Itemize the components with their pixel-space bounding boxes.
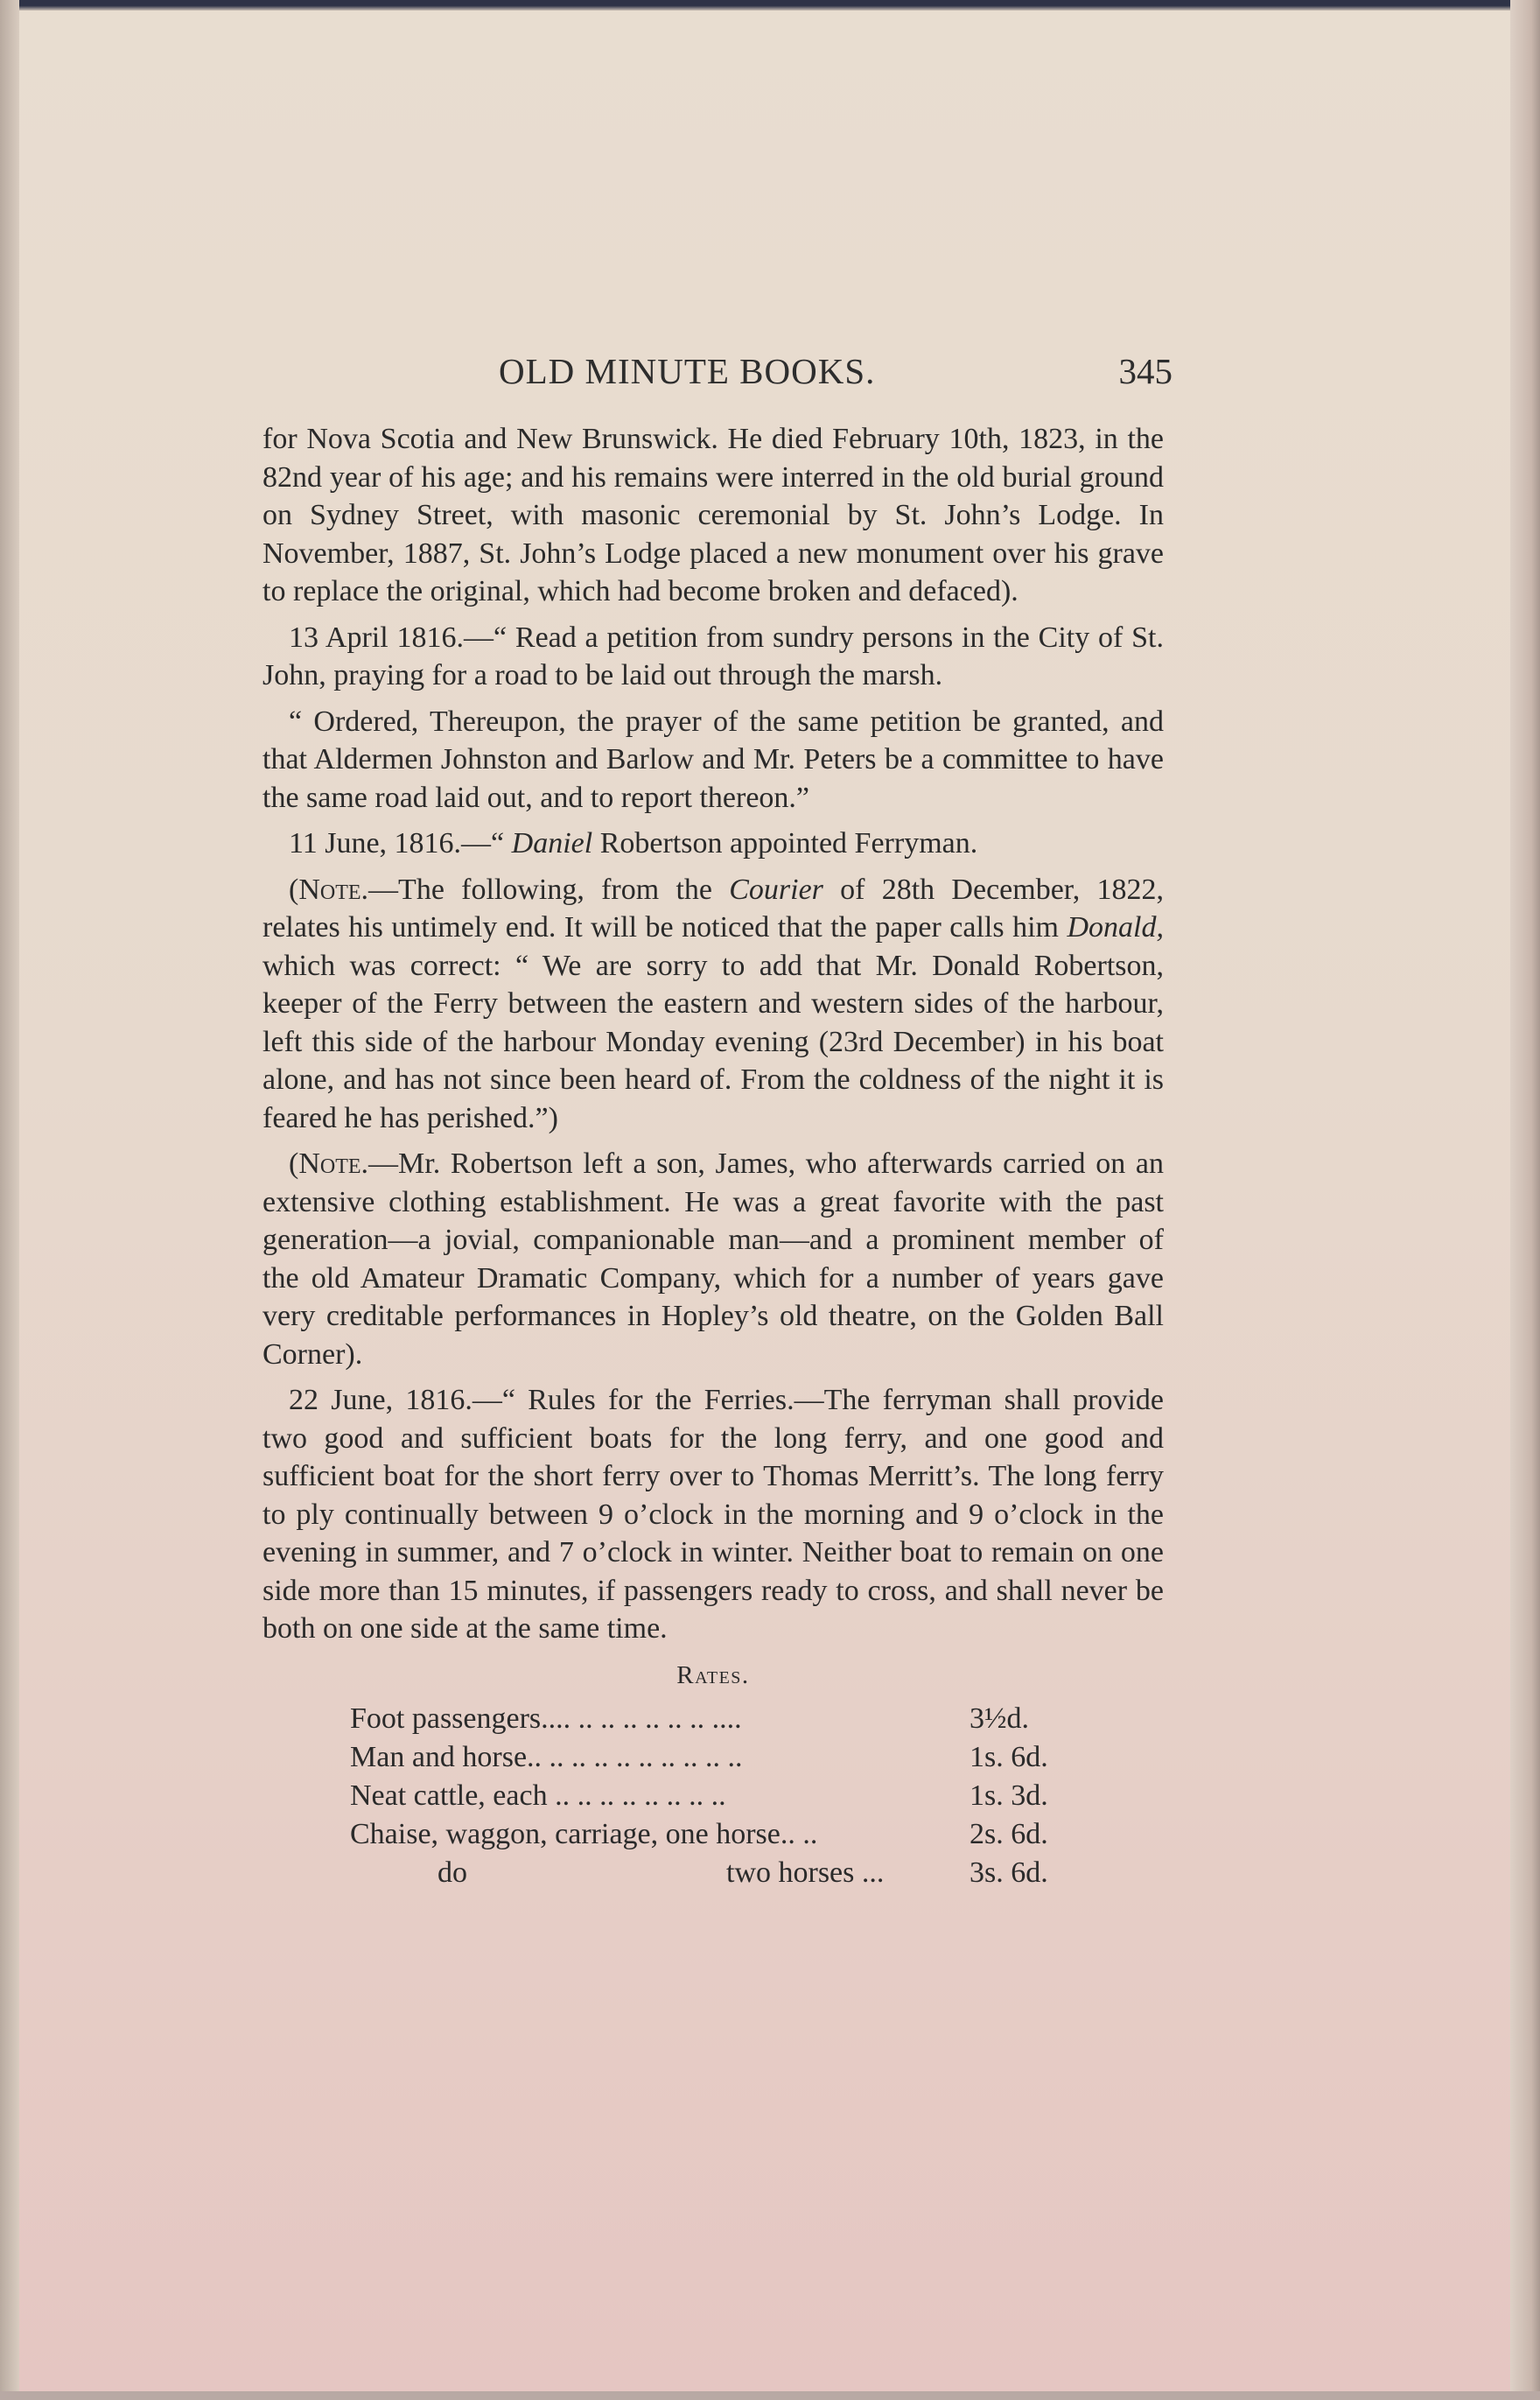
rate-label: Man and horse.. .. .. .. .. .. .. .. .. .. — [350, 1741, 743, 1773]
rates-table — [262, 1700, 1164, 1892]
body-text — [262, 420, 1164, 1892]
rate-row — [262, 1777, 1164, 1815]
note-open-paren: ( — [289, 1147, 299, 1180]
note-text-c: which was correct: “ We are sorry to add that Mr. Donald Robertson, keeper of the Ferry between the eastern and western sides of the harbour, left this side of the harbour Monday evening (23rd December) in his boat alone, and has not since been heard of. From the coldness of the night it is feared he has perished.”) — [262, 949, 1164, 1134]
paragraph-4-start: 11 June, 1816.—“ — [289, 827, 512, 860]
page-left-edge — [0, 0, 19, 2400]
note-open-paren: ( — [289, 873, 299, 906]
rate-price: 3s. 6d. — [970, 1856, 1048, 1889]
paragraph-4 — [262, 825, 1164, 863]
rate-label: Foot passengers.... .. .. .. .. .. .. .... — [350, 1702, 742, 1735]
note-text: .—Mr. Robertson left a son, James, who afterwards carried on an extensive clothing establishment. He was a great favorite with the past generation—a jovial, companionable man—and a prominent member of the old Amateur Dramatic Company, which for a number of years gave very creditable performances in Hopley’s old theatre, on the Golden Ball Corner). — [262, 1147, 1164, 1371]
rate-row — [262, 1815, 1164, 1854]
paragraph-2: 13 April 1816.—“ Read a petition from sundry persons in the City of St. John, praying for a road to be laid out through the marsh. — [262, 621, 1164, 691]
italic-donald: Donald, — [1067, 911, 1164, 944]
note-text-a: .—The following, from the — [360, 873, 730, 906]
rate-label: Chaise, waggon, carriage, one horse.. .. — [350, 1818, 818, 1850]
page-right-edge — [1510, 0, 1540, 2400]
page-number: 345 — [1118, 351, 1172, 391]
note-text-b: of 28th December, 1822, relates his untimely end. It will be noticed that the paper calls him — [262, 873, 1164, 944]
page-bottom-edge — [0, 2391, 1540, 2400]
rate-price: 1s. 3d. — [970, 1779, 1048, 1812]
note-label: Note — [298, 873, 361, 906]
rate-price: 1s. 6d. — [970, 1741, 1048, 1773]
page-top-edge — [0, 0, 1540, 11]
paragraph-1: for Nova Scotia and New Brunswick. He died February 10th, 1823, in the 82nd year of his age; and his remains were interred in the old burial ground on Sydney Street, with masonic ceremonial by St. John’s Lodge. In November, 1887, St. John’s Lodge placed a new monument over his grave to replace the original, which had become broken and defaced). — [262, 423, 1164, 607]
paragraph-6-note — [262, 1145, 1164, 1373]
note-label: Note — [298, 1147, 361, 1180]
running-head: OLD MINUTE BOOKS. — [499, 351, 876, 391]
paragraph-5-note — [262, 871, 1164, 1138]
rate-price: 2s. 6d. — [970, 1818, 1048, 1850]
rate-row-ditto — [262, 1854, 1164, 1892]
italic-courier: Courier — [729, 873, 823, 906]
rates-title: Rates. — [676, 1660, 750, 1689]
rate-ditto: do — [438, 1856, 467, 1889]
rate-row — [262, 1700, 1164, 1738]
paragraph-4-end: Robertson appointed Ferryman. — [592, 827, 978, 860]
rate-price: 3½d. — [970, 1702, 1029, 1735]
paragraph-3: “ Ordered, Thereupon, the prayer of the same petition be granted, and that Aldermen Johnston and Barlow and Mr. Peters be a committee to have the same road laid out, and to report thereon.” — [262, 705, 1164, 814]
paragraph-7: 22 June, 1816.—“ Rules for the Ferries.—The ferryman shall provide two good and sufficient boats for the long ferry, and one good and sufficient boat for the short ferry over to Thomas Merritt’s. The long ferry to ply continually between 9 o’clock in the morning and 9 o’clock in the evening in summer, and 7 o’clock in winter. Neither boat to remain on one side more than 15 minutes, if passengers ready to cross, and shall never be both on one side at the same time. — [262, 1384, 1164, 1645]
page-header — [262, 350, 1172, 403]
italic-name-daniel: Daniel — [511, 827, 593, 860]
rate-label: Neat cattle, each .. .. .. .. .. .. .. .. — [350, 1779, 726, 1812]
rate-row — [262, 1738, 1164, 1777]
rate-sub-label: two horses ... — [726, 1856, 885, 1889]
